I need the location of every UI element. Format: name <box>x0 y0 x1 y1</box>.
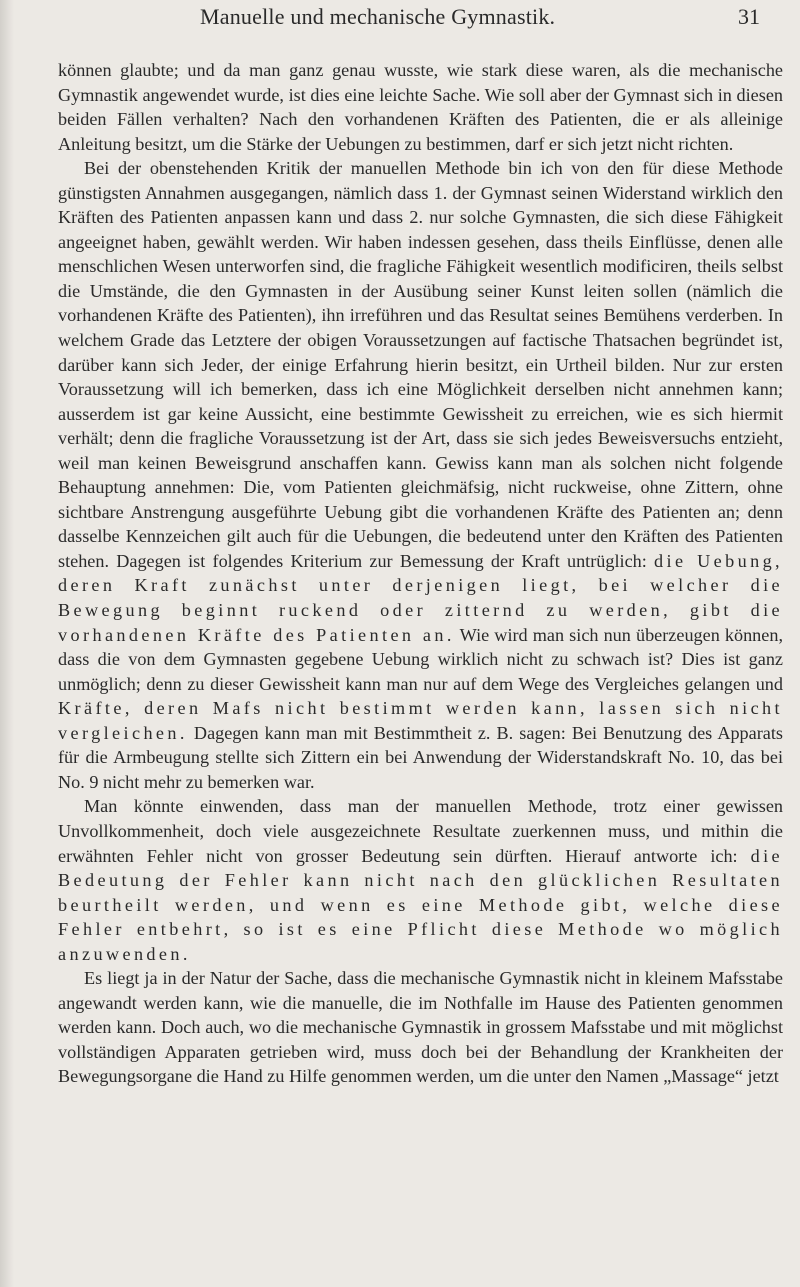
header-title: Manuelle und mechanische Gymnastik. <box>200 4 556 29</box>
emphasized-text: Kräfte, deren Mafs nicht bestimmt werden kann, lassen sich nicht vergleichen. <box>58 698 783 743</box>
paragraph-2 <box>58 156 783 794</box>
text-segment: Dagegen kann man mit Bestimmtheit z. B. sagen: Bei Benutzung des Apparats für die Armbeugung stellte sich Zittern ein bei Anwendung der Widerstandskraft No. 10, das bei No. 9 nicht mehr zu bemerken war. <box>58 722 783 792</box>
emphasized-text: die Uebung, deren Kraft zunächst unter derjenigen liegt, bei welcher die Bewegung beginnt ruckend oder zitternd zu werden, gibt die vorhandenen Kräfte des Patienten an. <box>58 550 784 645</box>
page-gutter-shadow <box>0 0 14 1287</box>
page-number: 31 <box>738 4 760 29</box>
paragraph-1 <box>58 58 783 156</box>
text-segment: Bei der obenstehenden Kritik der manuellen Methode bin ich von den für diese Methode günstigsten Annahmen ausgegangen, nämlich dass 1. der Gymnast seinen Widerstand wirklich den Kräften des Patienten anpassen kann und dass 2. nur solche Gymnasten, die sich diese Fähigkeit angeeignet haben, gewählt werden. Wir haben indessen gesehen, dass theils Einflüsse, denen alle menschlichen Wesen unterworfen sind, die fragliche Fähigkeit wesentlich modificiren, theils selbst die Umstände, die den Gymnasten in der Ausübung seiner Kunst leiten sollen (nämlich die vorhandenen Kräfte des Patienten), ihn irreführen und das Resultat seines Bemühens verderben. In welchem Grade das Letztere der obigen Voraussetzungen auf factische Thatsachen begründet ist, darüber kann sich Jeder, der einige Erfahrung hierin besitzt, ein Urtheil bilden. Nur zur ersten Voraussetzung will ich bemerken, dass ich eine Möglichkeit derselben nicht annehmen kann; ausserdem ist gar keine Aussicht, eine bestimmte Gewissheit zu erreichen, wie es sich hiermit verhält; denn die fragliche Voraussetzung ist der Art, dass sie sich jedes Beweisversuchs entzieht, weil man keinen Beweisgrund anschaffen kann. Gewiss kann man als solchen nicht folgende Behauptung annehmen: Die, vom Patienten gleichmäfsig, nicht ruckweise, ohne Zittern, ohne sichtbare Anstrengung ausgeführte Uebung gibt die vorhandenen Kräfte des Patienten an; denn dasselbe Kennzeichen gilt auch für die Uebungen, die bedeutend unter den Kräften des Patienten stehen. Dagegen ist folgendes Kriterium zur Bemessung der Kraft untrüglich: <box>58 158 783 571</box>
paragraph-4 <box>58 966 783 1089</box>
emphasized-text: die Bedeutung der Fehler kann nicht nach den glücklichen Resultaten beurtheilt werden, und wenn es eine Methode gibt, welche diese Fehler entbehrt, so ist es eine Pflicht diese Methode wo möglich anzuwenden. <box>58 845 783 964</box>
text-segment: Man könnte einwenden, dass man der manuellen Methode, trotz einer gewissen Unvollkommenheit, doch viele ausgezeichnete Resultate zuerkennen muss, und mithin die erwähnten Fehler nicht von grosser Bedeutung sein dürften. Hierauf antworte ich: <box>58 796 783 866</box>
running-header <box>60 4 760 34</box>
paragraph-3 <box>58 794 783 966</box>
text-segment: Wie wird man sich nun überzeugen können, dass die von dem Gymnasten gegebene Uebung wirklich nicht zu schwach ist? Dies ist ganz unmöglich; denn zu dieser Gewissheit kann man nur auf dem Wege des Vergleiches gelangen und <box>58 624 783 694</box>
body-text <box>58 58 783 1089</box>
text-segment: können glaubte; und da man ganz genau wusste, wie stark diese waren, als die mechanische Gymnastik angewendet wurde, ist dies eine leichte Sache. Wie soll aber der Gymnast sich in diesen beiden Fällen verhalten? Nach den vorhandenen Kräften des Patienten, die er als alleinige Anleitung besitzt, um die Stärke der Uebungen zu bestimmen, darf er sich jetzt nicht richten. <box>58 60 783 154</box>
text-segment: Es liegt ja in der Natur der Sache, dass die mechanische Gymnastik nicht in kleinem Mafsstabe angewandt werden kann, wie die manuelle, die im Nothfalle im Hause des Patienten genommen werden kann. Doch auch, wo die mechanische Gymnastik in grossem Mafsstabe und mit möglichst vollständigen Apparaten getrieben wird, muss doch bei der Behandlung der Krankheiten der Bewegungsorgane die Hand zu Hilfe genommen werden, um die unter den Namen „Massage“ jetzt <box>58 968 783 1087</box>
